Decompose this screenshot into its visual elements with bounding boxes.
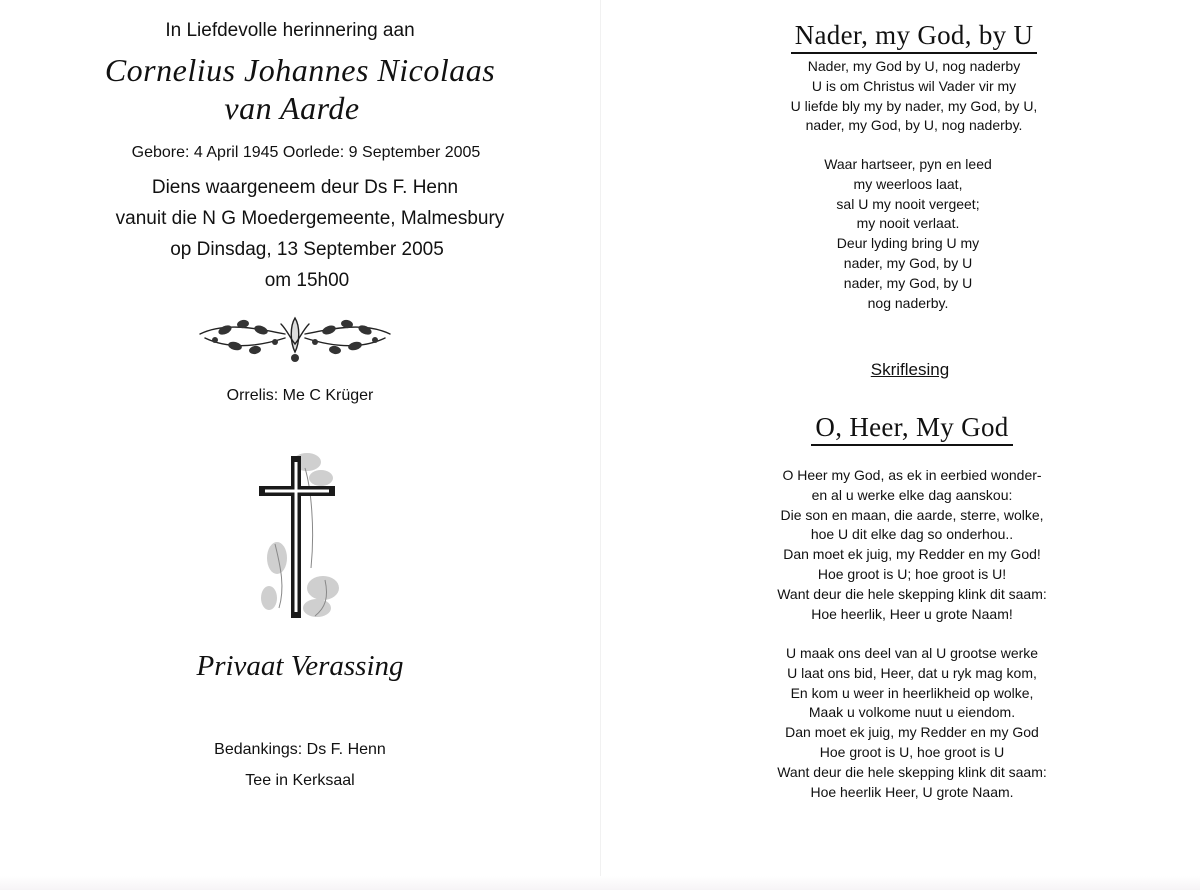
thanks-line: Bedankings: Ds F. Henn	[214, 741, 386, 758]
cremation-line: Privaat Verassing	[196, 650, 404, 682]
organist-line: Orrelis: Me C Krüger	[226, 387, 374, 404]
lyric-line: Hoe groot is U, hoe groot is U	[819, 743, 1005, 760]
lyric-line: Deur lyding bring U my	[836, 235, 980, 252]
service-line-4: om 15h00	[264, 270, 350, 291]
lyric-line: en al u werke elke dag aanskou:	[811, 486, 1013, 503]
lyric-line: my nooit verlaat.	[856, 215, 960, 232]
life-dates: Gebore: 4 April 1945 Oorlede: 9 September 2005	[131, 144, 481, 161]
deceased-name-line2: van Aarde	[224, 90, 360, 126]
lyric-line: Want deur die hele skepping klink dit saam:	[777, 585, 1047, 602]
hymn1-stanza-2	[608, 155, 1200, 313]
right-page	[600, 0, 1200, 890]
service-line-3: op Dinsdag, 13 September 2005	[170, 239, 444, 260]
lyric-line: Nader, my God by U, nog naderby	[807, 58, 1021, 74]
tea-line: Tee in Kerksaal	[245, 772, 355, 789]
lyric-line: nader, my God, by U	[843, 254, 973, 271]
service-line-1: Diens waargeneem deur Ds F. Henn	[151, 177, 459, 198]
lyric-line: O Heer my God, as ek in eerbied wonder-	[782, 467, 1042, 483]
lyric-line: U laat ons bid, Heer, dat u ryk mag kom,	[787, 664, 1037, 681]
lyric-line: Waar hartseer, pyn en leed	[824, 156, 992, 172]
cross-with-lilies-icon	[255, 448, 350, 623]
paper-bottom-edge	[0, 876, 1200, 890]
lyric-line: U maak ons deel van al U grootse werke	[785, 645, 1039, 661]
hymn2-stanza-2	[612, 644, 1200, 802]
floral-wreath-icon	[195, 300, 395, 372]
lyric-line: Hoe heerlik Heer, U grote Naam.	[810, 783, 1014, 800]
lyric-line: Hoe heerlik, Heer u grote Naam!	[811, 605, 1013, 622]
lyric-line: U liefde bly my by nader, my God, by U,	[790, 97, 1038, 114]
lyric-line: Die son en maan, die aarde, sterre, wolke,	[780, 506, 1044, 523]
lyric-line: Want deur die hele skepping klink dit saam:	[777, 763, 1047, 780]
lyric-line: sal U my nooit vergeet;	[836, 195, 980, 212]
lyric-line: hoe U dit elke dag so onderhou..	[810, 526, 1014, 543]
lyric-line: nader, my God, by U, nog naderby.	[805, 117, 1023, 134]
lyric-line: U is om Christus wil Vader vir my	[811, 77, 1017, 94]
memory-line: In Liefdevolle herinnering aan	[165, 20, 415, 41]
deceased-name-line1: Cornelius Johannes Nicolaas	[104, 52, 496, 88]
service-line-2: vanuit die N G Moedergemeente, Malmesbury	[115, 208, 505, 229]
hymn1-title: Nader, my God, by U	[614, 20, 1200, 51]
lyric-line: En kom u weer in heerlikheid op wolke,	[790, 684, 1034, 701]
hymn1-stanza-1	[614, 57, 1200, 136]
hymn2-stanza-1	[612, 466, 1200, 624]
lyric-line: Maak u volkome nuut u eiendom.	[808, 704, 1016, 721]
lyric-line: nog naderby.	[867, 294, 949, 311]
lyric-line: Dan moet ek juig, my Redder en my God	[785, 724, 1039, 741]
lyric-line: Hoe groot is U; hoe groot is U!	[817, 565, 1007, 582]
scripture-reading-heading: Skriflesing	[870, 360, 950, 379]
lyric-line: nader, my God, by U	[843, 274, 973, 291]
lyric-line: Dan moet ek juig, my Redder en my God!	[783, 546, 1041, 563]
lyric-line: my weerloos laat,	[853, 175, 963, 192]
hymn2-title: O, Heer, My God	[612, 412, 1200, 443]
